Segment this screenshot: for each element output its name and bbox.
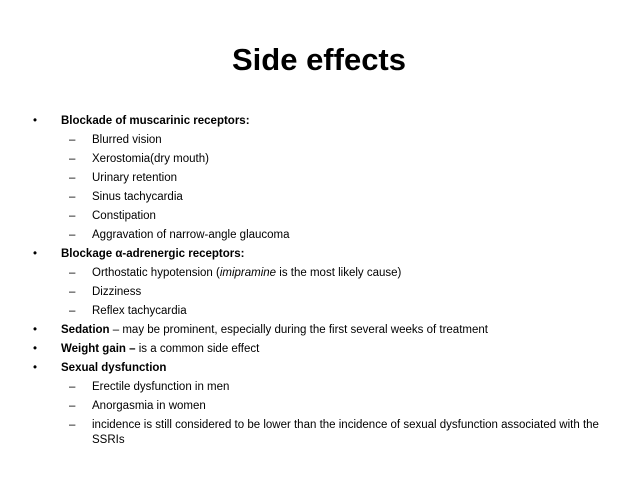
sub-item-text: Dizziness [92, 286, 142, 298]
sub-item [30, 380, 610, 395]
bullet-rest: – may be prominent, especially during the first several weeks of treatment [109, 324, 488, 336]
bullet-list [30, 114, 610, 452]
bullet-heading: Blockage α-adrenergic receptors: [61, 248, 245, 260]
bullet-item-sexual-dysfunction [30, 361, 610, 376]
sub-item-text-after: is the most likely cause) [276, 267, 402, 279]
slide-title: Side effects [231, 42, 406, 77]
sub-item [30, 190, 610, 205]
sub-item [30, 209, 610, 224]
dash-icon: – [69, 419, 76, 431]
bullet-text [61, 323, 610, 338]
bullet-rest: is a common side effect [135, 343, 260, 355]
bullet-icon: • [33, 324, 38, 336]
bullet-item-muscarinic [30, 114, 610, 129]
dash-icon: – [69, 210, 76, 222]
sub-item [30, 152, 610, 167]
sub-item [30, 171, 610, 186]
bullet-heading: Sedation [61, 324, 110, 336]
sub-item-text-before: Orthostatic hypotension ( [92, 267, 220, 279]
sub-item [30, 228, 610, 243]
sub-item-text: Urinary retention [92, 172, 178, 184]
bullet-item-adrenergic [30, 247, 610, 262]
dash-icon: – [69, 134, 76, 146]
bullet-text [61, 342, 610, 357]
dash-icon: – [69, 400, 76, 412]
dash-icon: – [69, 229, 76, 241]
sub-item-text [92, 266, 610, 281]
dash-icon: – [69, 191, 76, 203]
sub-item-text-emphasis: imipramine [219, 267, 277, 279]
sub-item [30, 266, 610, 281]
sub-item [30, 399, 610, 414]
sub-item-text: Blurred vision [92, 134, 162, 146]
bullet-icon: • [33, 362, 38, 374]
bullet-item-sedation [30, 323, 610, 338]
sub-item [30, 304, 610, 319]
sub-item-text: Anorgasmia in women [92, 400, 206, 412]
sub-item-text: Constipation [92, 210, 156, 222]
bullet-heading: Weight gain – [61, 343, 136, 355]
sub-item-text: Reflex tachycardia [92, 305, 187, 317]
dash-icon: – [69, 172, 76, 184]
dash-icon: – [69, 153, 76, 165]
bullet-heading: Blockade of muscarinic receptors: [61, 115, 250, 127]
dash-icon: – [69, 286, 76, 298]
sub-item-text: incidence is still considered to be lower than the incidence of sexual dysfunction associated with the SSRIs [92, 419, 599, 446]
sub-item-text: Xerostomia(dry mouth) [92, 153, 209, 165]
sub-item [30, 285, 610, 300]
bullet-icon: • [33, 248, 38, 260]
bullet-item-weight-gain [30, 342, 610, 357]
bullet-heading: Sexual dysfunction [61, 362, 167, 374]
sub-item [30, 418, 610, 448]
sub-item [30, 133, 610, 148]
dash-icon: – [69, 305, 76, 317]
bullet-icon: • [33, 115, 38, 127]
sub-item-text: Erectile dysfunction in men [92, 381, 230, 393]
sub-item-text: Aggravation of narrow-angle glaucoma [92, 229, 290, 241]
dash-icon: – [69, 267, 76, 279]
sub-item-text: Sinus tachycardia [92, 191, 183, 203]
dash-icon: – [69, 381, 76, 393]
bullet-icon: • [33, 343, 38, 355]
